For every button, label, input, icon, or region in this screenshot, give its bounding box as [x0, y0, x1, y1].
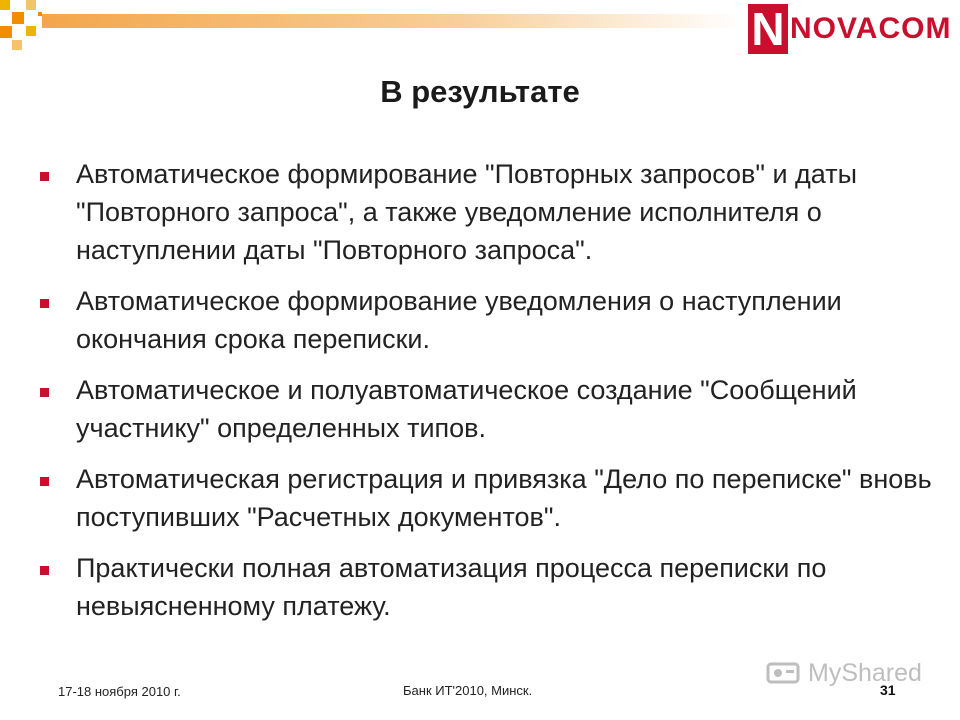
page-number: 31 [880, 682, 896, 698]
bullet-text: Автоматическое формирование уведомления о наступлении окончания срока переписки. [76, 286, 842, 354]
logo-text: NOVACOM [790, 12, 952, 45]
bullet-square-icon [40, 388, 49, 397]
bullet-item [40, 549, 940, 625]
bullet-text: Автоматическое и полуавтоматическое создание "Сообщений участнику" определенных типов. [76, 375, 857, 443]
footer-event: Банк ИТ'2010, Минск. [403, 683, 533, 698]
bullet-square-icon [40, 299, 49, 308]
bullet-text: Автоматическая регистрация и привязка "Дело по переписке" вновь поступивших "Расчетных документов". [76, 464, 932, 532]
bullet-square-icon [40, 566, 49, 575]
bullet-square-icon [40, 172, 49, 181]
bullet-square-icon [40, 477, 49, 486]
novacom-logo [748, 4, 951, 54]
bullet-text: Практически полная автоматизация процесса переписки по невыясненному платежу. [76, 553, 827, 621]
watermark [766, 658, 922, 688]
bullet-text: Автоматическое формирование "Повторных запросов" и даты "Повторного запроса", а также уведомление исполнителя о наступлении даты "Повторного запроса". [76, 159, 857, 265]
projector-icon [766, 658, 804, 688]
logo-letter: N [748, 4, 788, 54]
bullet-item [40, 371, 940, 447]
bullet-item [40, 282, 940, 358]
footer-date: 17-18 ноября 2010 г. [58, 684, 181, 699]
watermark-text: MyShared [808, 658, 922, 687]
slide-title: В результате [380, 74, 580, 109]
bullet-item [40, 155, 940, 269]
bullet-list [40, 155, 940, 638]
bullet-item [40, 460, 940, 536]
